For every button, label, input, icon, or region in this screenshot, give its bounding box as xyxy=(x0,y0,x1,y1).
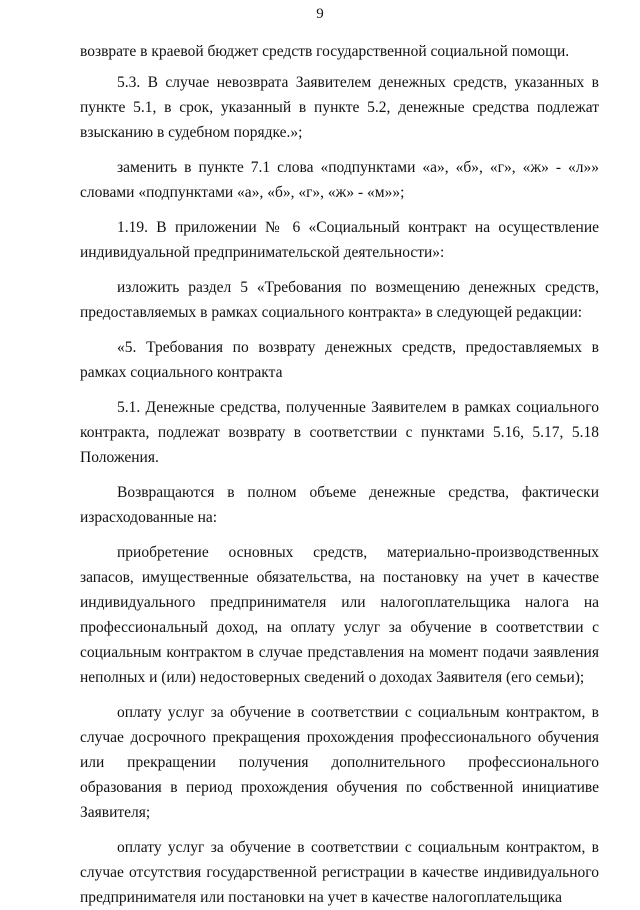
paragraph-replace-7-1: заменить в пункте 7.1 слова «подпунктами «а», «б», «г», «ж» - «л»» словами «подпунктами «а», «б», «г», «ж» - «м»»; xyxy=(80,159,599,201)
paragraph-returned-funds: Возвращаются в полном объеме денежные средства, фактически израсходованные на: xyxy=(80,484,599,526)
paragraph-section-5-title: «5. Требования по возврату денежных средств, предоставляемых в рамках социального контракта xyxy=(80,339,599,381)
paragraph-5-3: 5.3. В случае невозврата Заявителем денежных средств, указанных в пункте 5.1, в срок, указанный в пункте 5.2, денежные средства подлежат взысканию в судебном порядке.»; xyxy=(80,74,599,141)
paragraph-fixed-assets: приобретение основных средств, материально-производственных запасов, имущественные обязательства, на постановку на учет в качестве индивидуального предпринимателя или налогоплательщика налога на профессиональный доход, на оплату услуг за обучение в соответствии с социальным контрактом в случае представления на момент подачи заявления неполных и (или) недостоверных сведений о доходах Заявителя (его семьи); xyxy=(80,544,599,686)
paragraph-5-1: 5.1. Денежные средства, полученные Заявителем в рамках социального контракта, подлежат возврату в соответствии с пунктами 5.16, 5.17, 5.18 Положения. xyxy=(80,399,599,466)
paragraph-no-registration: оплату услуг за обучение в соответствии с социальным контрактом, в случае отсутствия государственной регистрации в качестве индивидуального предпринимателя или постановки на учет в качестве налогоплательщика xyxy=(80,839,599,906)
paragraph-early-termination: оплату услуг за обучение в соответствии с социальным контрактом, в случае досрочного прекращения прохождения профессионального обучения или прекращении получения дополнительного профессионального образования в период прохождения обучения по собственной инициативе Заявителя; xyxy=(80,704,599,821)
paragraph-continuation: возврате в краевой бюджет средств государственной социальной помощи. xyxy=(80,43,570,60)
paragraph-1-19: 1.19. В приложении № 6 «Социальный контракт на осуществление индивидуальной предпринимательской деятельности»: xyxy=(80,219,599,261)
page-number: 9 xyxy=(316,6,324,22)
document-body xyxy=(80,39,599,910)
paragraph-section-5-intro: изложить раздел 5 «Требования по возмещению денежных средств, предоставляемых в рамках социального контракта» в следующей редакции: xyxy=(80,279,599,321)
